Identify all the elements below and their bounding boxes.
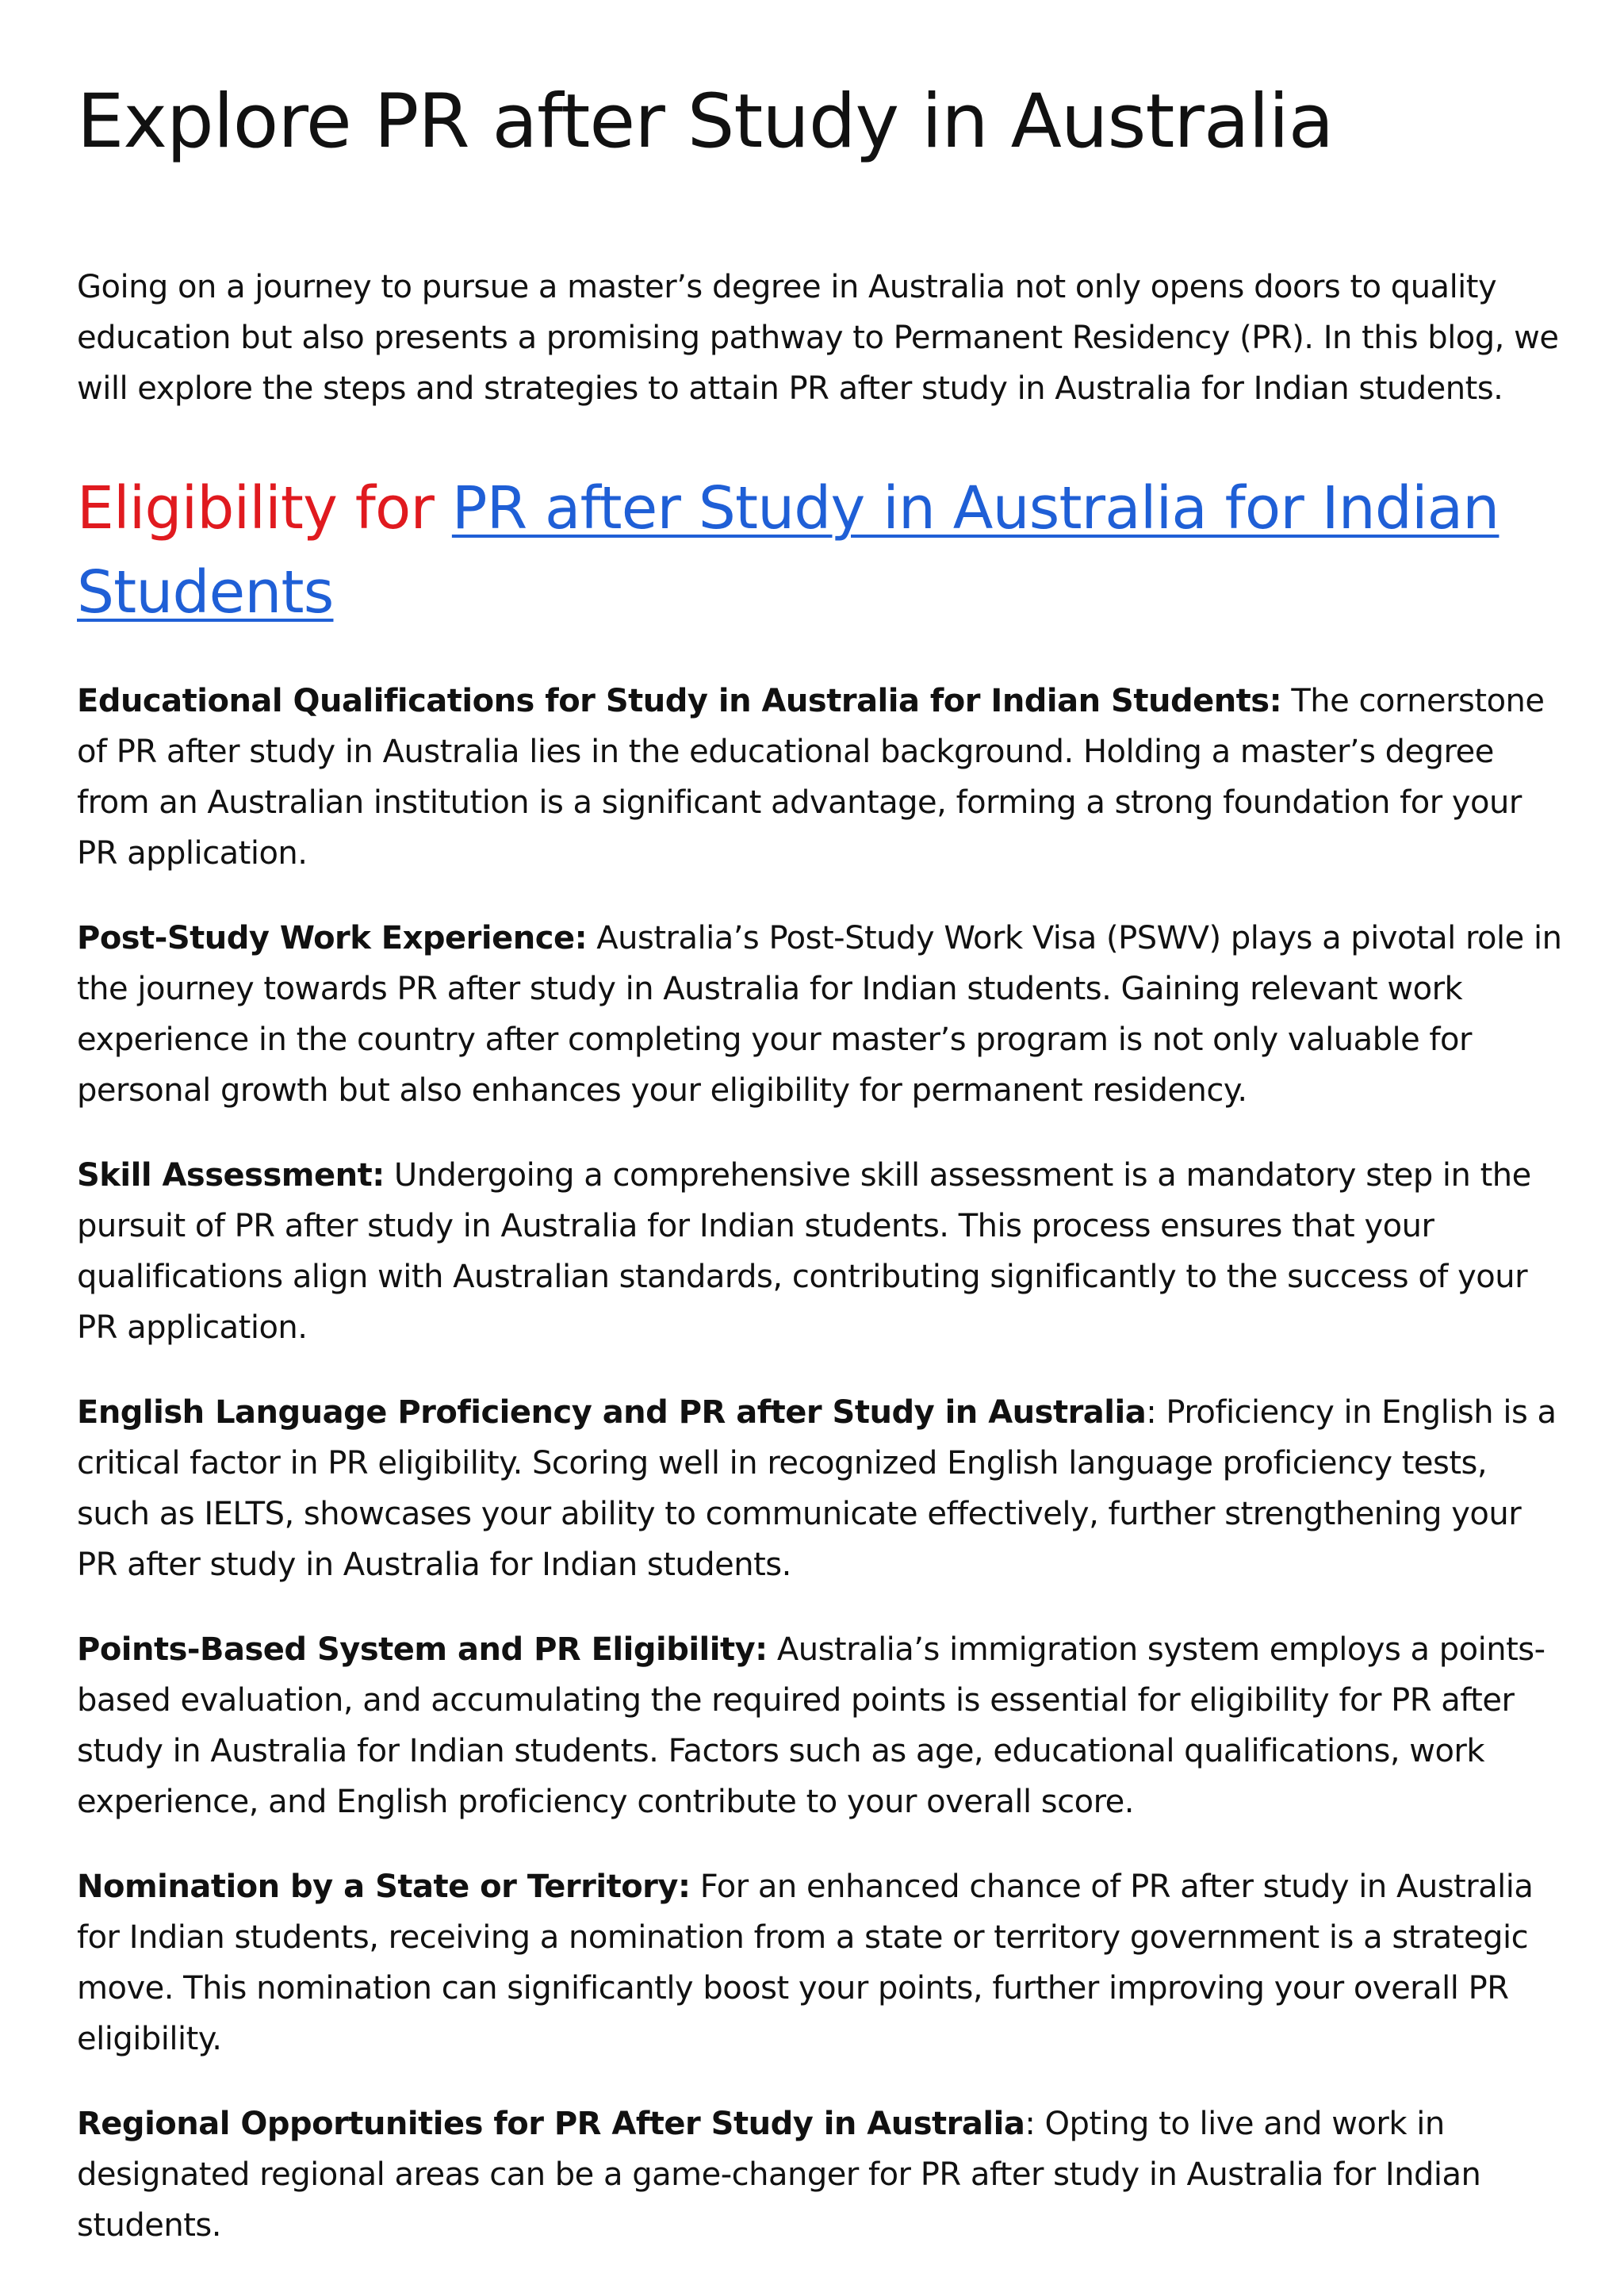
item-term: Points-Based System and PR Eligibility: <box>77 1631 768 1669</box>
item-separator <box>768 1631 777 1668</box>
item-separator <box>385 1157 394 1194</box>
eligibility-item-english-proficiency <box>77 1387 1568 1590</box>
item-term: Post-Study Work Experience: <box>77 920 588 957</box>
document-page <box>77 79 1568 2285</box>
section-heading <box>77 466 1568 634</box>
item-term: Educational Qualifications for Study in Australia for Indian Students: <box>77 683 1282 720</box>
item-text: The cornerstone of PR after study in Australia lies in the educational background. Holding a master’s degree from an Australian institution is a significant advantage, forming a strong foundation for your PR application. <box>77 683 1545 872</box>
item-separator <box>1281 683 1291 719</box>
item-separator: : <box>1146 1394 1166 1432</box>
eligibility-item-post-study-work <box>77 913 1568 1116</box>
item-text: Undergoing a comprehensive skill assessment is a mandatory step in the pursuit of PR after study in Australia for Indian students. This process ensures that your qualifications align with Australian standards, contributing significantly to the success of your PR application. <box>77 1157 1531 1347</box>
item-separator <box>587 920 596 956</box>
eligibility-item-state-nomination <box>77 1861 1568 2064</box>
eligibility-item-points-based-system <box>77 1624 1568 1827</box>
page-title: Explore PR after Study in Australia <box>77 79 1334 165</box>
item-separator <box>690 1869 699 1905</box>
eligibility-item-educational-qualifications <box>77 676 1568 879</box>
item-term: Regional Opportunities for PR After Study in Australia <box>77 2106 1025 2143</box>
intro-paragraph: Going on a journey to pursue a master’s degree in Australia not only opens doors to quality education but also presents a promising pathway to Permanent Residency (PR). In this blog, we will explore the steps and strategies to attain PR after study in Australia for Indian students. <box>77 269 1559 408</box>
item-term: Skill Assessment: <box>77 1157 385 1194</box>
item-text: Opting to live and work in designated regional areas can be a game-changer for PR after study in Australia for Indian students. <box>77 2106 1481 2244</box>
section-heading-prefix: Eligibility for <box>77 474 452 543</box>
item-text: Australia’s immigration system employs a points-based evaluation, and accumulating the required points is essential for eligibility for PR after study in Australia for Indian students. Factors such as age, educational qualifications, work experience, and English proficiency contribute to your overall score. <box>77 1631 1545 1821</box>
item-text: For an enhanced chance of PR after study in Australia for Indian students, receiving a nomination from a state or territory government is a strategic move. This nomination can significantly boost your points, further improving your overall PR eligibility. <box>77 1869 1534 2058</box>
item-text: Proficiency in English is a critical factor in PR eligibility. Scoring well in recognized English language proficiency tests, such as IELTS, showcases your ability to communicate effectively, further strengthening your PR after study in Australia for Indian students. <box>77 1394 1557 1584</box>
item-separator: : <box>1025 2106 1045 2143</box>
eligibility-item-skill-assessment <box>77 1150 1568 1353</box>
eligibility-item-regional-opportunities <box>77 2099 1568 2251</box>
item-term: English Language Proficiency and PR after Study in Australia <box>77 1394 1147 1432</box>
section-heading-link[interactable]: PR after Study in Australia for Indian Students <box>77 474 1500 627</box>
eligibility-list <box>77 676 1568 2251</box>
item-term: Nomination by a State or Territory: <box>77 1869 691 1906</box>
item-text: Australia’s Post-Study Work Visa (PSWV) plays a pivotal role in the journey towards PR after study in Australia for Indian students. Gaining relevant work experience in the country after completing your master’s program is not only valuable for personal growth but also enhances your eligibility for permanent residency. <box>77 920 1562 1110</box>
